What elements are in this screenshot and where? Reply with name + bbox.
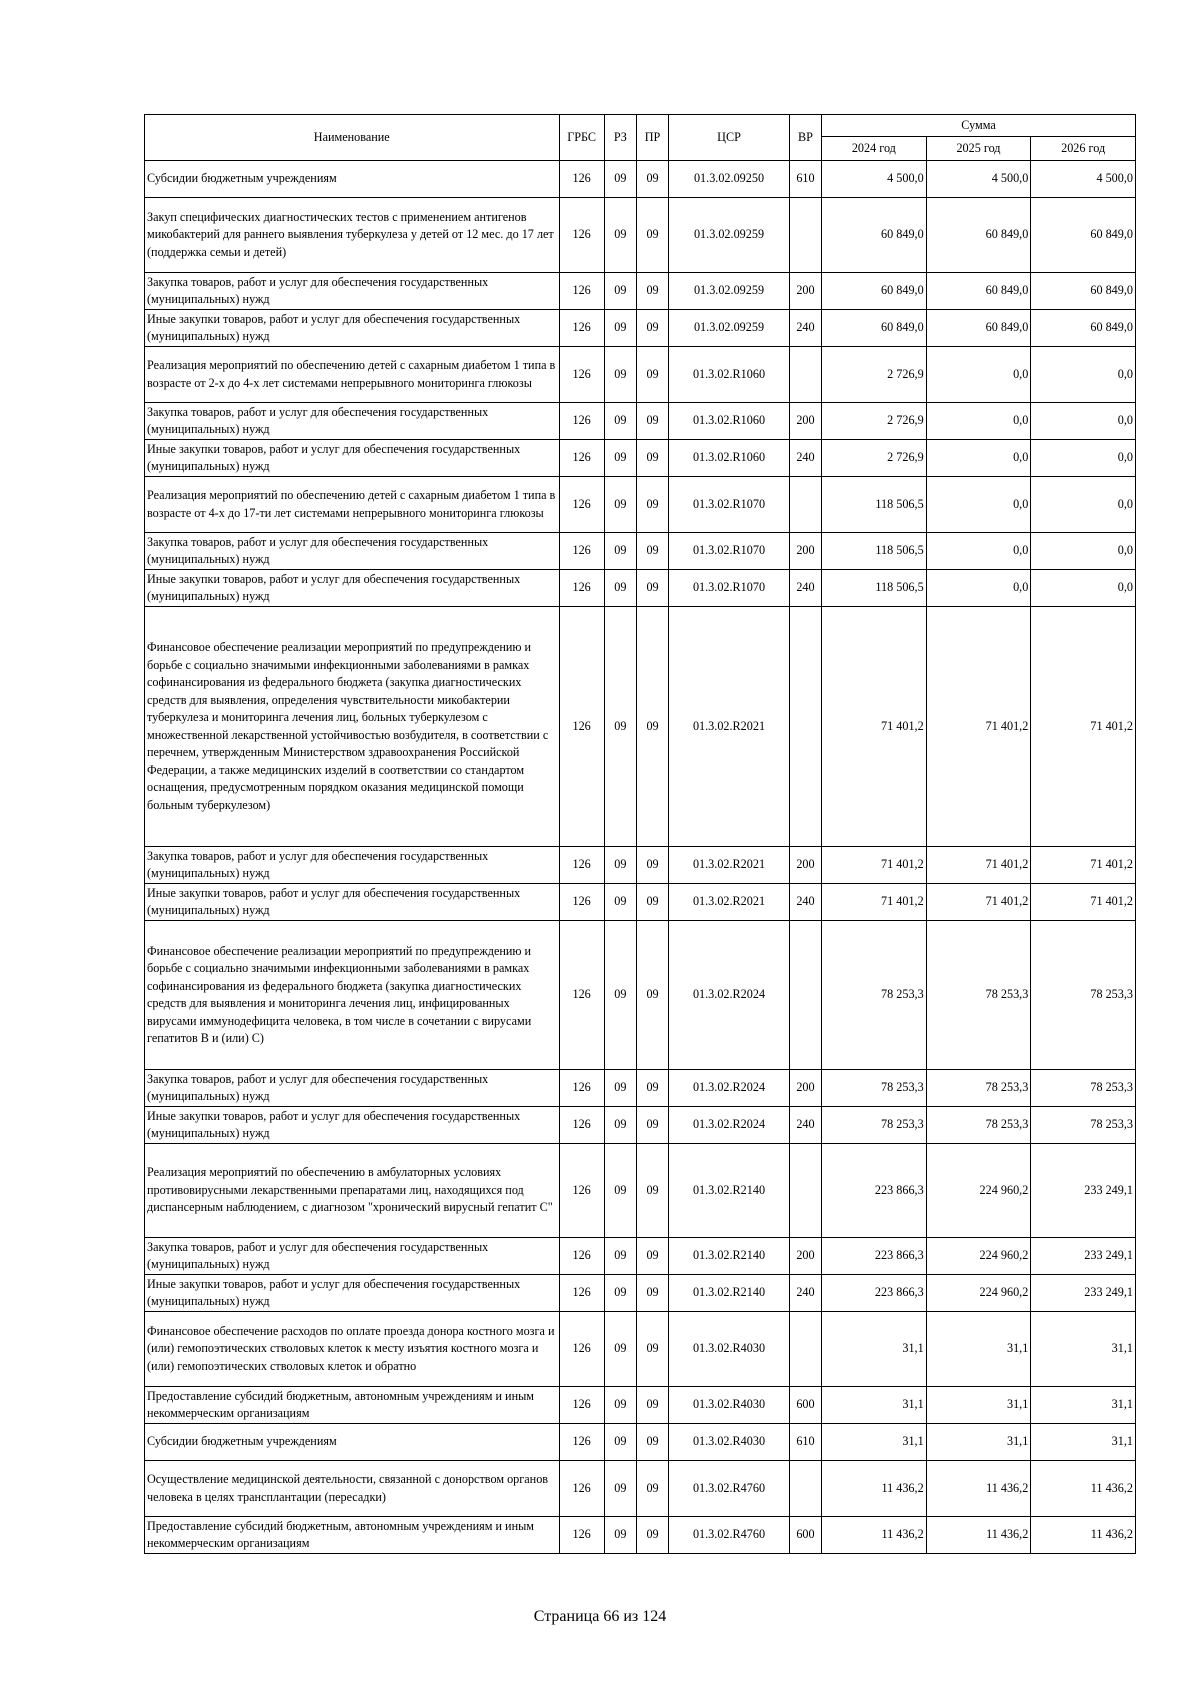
cell-y2024: 223 866,3 [822,1144,927,1238]
table-row [145,921,1136,1070]
cell-name: Закупка товаров, работ и услуг для обеспечения государственных (муниципальных) нужд [145,847,560,884]
cell-y2026: 78 253,3 [1031,1107,1136,1144]
cell-grbs: 126 [559,533,604,570]
cell-csr: 01.3.02.09259 [669,198,790,273]
cell-rz: 09 [604,1387,636,1424]
cell-y2025: 78 253,3 [926,1107,1031,1144]
cell-vr [789,347,821,403]
cell-name: Иные закупки товаров, работ и услуг для обеспечения государственных (муниципальных) нужд [145,1275,560,1312]
cell-name: Реализация мероприятий по обеспечению детей с сахарным диабетом 1 типа в возрасте от 4-х до 17-ти лет системами непрерывного мониторинга глюкозы [145,477,560,533]
table-row [145,533,1136,570]
cell-y2025: 71 401,2 [926,607,1031,847]
cell-y2025: 78 253,3 [926,921,1031,1070]
cell-grbs: 126 [559,921,604,1070]
cell-y2024: 71 401,2 [822,607,927,847]
cell-y2025: 60 849,0 [926,310,1031,347]
cell-y2024: 2 726,9 [822,403,927,440]
cell-pr: 09 [636,1424,668,1461]
cell-vr [789,921,821,1070]
cell-csr: 01.3.02.R2024 [669,1107,790,1144]
table-row [145,161,1136,198]
cell-csr: 01.3.02.R4030 [669,1312,790,1387]
table-row [145,884,1136,921]
cell-vr: 610 [789,161,821,198]
cell-rz: 09 [604,921,636,1070]
cell-pr: 09 [636,607,668,847]
cell-grbs: 126 [559,310,604,347]
cell-pr: 09 [636,403,668,440]
cell-csr: 01.3.02.R1060 [669,440,790,477]
cell-pr: 09 [636,347,668,403]
cell-rz: 09 [604,884,636,921]
cell-rz: 09 [604,1238,636,1275]
cell-y2026: 11 436,2 [1031,1517,1136,1554]
cell-pr: 09 [636,273,668,310]
header-grbs: ГРБС [559,115,604,161]
cell-rz: 09 [604,347,636,403]
cell-name: Субсидии бюджетным учреждениям [145,1424,560,1461]
cell-csr: 01.3.02.R2024 [669,1070,790,1107]
cell-name: Закупка товаров, работ и услуг для обеспечения государственных (муниципальных) нужд [145,533,560,570]
cell-vr: 600 [789,1387,821,1424]
cell-grbs: 126 [559,1275,604,1312]
cell-y2025: 0,0 [926,533,1031,570]
cell-name: Закупка товаров, работ и услуг для обеспечения государственных (муниципальных) нужд [145,1238,560,1275]
table-row [145,1070,1136,1107]
cell-vr: 240 [789,570,821,607]
header-year-2024: 2024 год [822,137,927,161]
cell-y2025: 4 500,0 [926,161,1031,198]
cell-rz: 09 [604,403,636,440]
cell-pr: 09 [636,1070,668,1107]
cell-name: Осуществление медицинской деятельности, связанной с донорством органов человека в целях трансплантации (пересадки) [145,1461,560,1517]
cell-csr: 01.3.02.R4760 [669,1517,790,1554]
cell-vr: 240 [789,310,821,347]
cell-y2025: 11 436,2 [926,1461,1031,1517]
cell-csr: 01.3.02.R1070 [669,533,790,570]
cell-rz: 09 [604,1070,636,1107]
cell-y2025: 224 960,2 [926,1238,1031,1275]
cell-csr: 01.3.02.R1060 [669,403,790,440]
cell-pr: 09 [636,884,668,921]
cell-y2025: 31,1 [926,1312,1031,1387]
cell-vr: 200 [789,847,821,884]
cell-y2024: 31,1 [822,1312,927,1387]
cell-pr: 09 [636,1312,668,1387]
cell-grbs: 126 [559,1387,604,1424]
cell-y2024: 60 849,0 [822,198,927,273]
cell-y2026: 0,0 [1031,477,1136,533]
cell-y2024: 31,1 [822,1424,927,1461]
cell-rz: 09 [604,273,636,310]
cell-grbs: 126 [559,1070,604,1107]
cell-csr: 01.3.02.R2024 [669,921,790,1070]
cell-vr: 240 [789,884,821,921]
cell-csr: 01.3.02.R2021 [669,847,790,884]
cell-y2026: 31,1 [1031,1424,1136,1461]
cell-name: Закупка товаров, работ и услуг для обеспечения государственных (муниципальных) нужд [145,403,560,440]
table-row [145,1107,1136,1144]
cell-y2024: 118 506,5 [822,570,927,607]
cell-rz: 09 [604,1107,636,1144]
cell-y2026: 71 401,2 [1031,847,1136,884]
cell-y2025: 0,0 [926,403,1031,440]
header-rz: РЗ [604,115,636,161]
cell-vr: 200 [789,1070,821,1107]
table-header [145,115,1136,161]
cell-pr: 09 [636,1238,668,1275]
cell-y2025: 0,0 [926,477,1031,533]
cell-name: Иные закупки товаров, работ и услуг для обеспечения государственных (муниципальных) нужд [145,440,560,477]
cell-rz: 09 [604,477,636,533]
cell-vr [789,1144,821,1238]
cell-y2025: 60 849,0 [926,273,1031,310]
cell-y2026: 4 500,0 [1031,161,1136,198]
cell-y2024: 11 436,2 [822,1517,927,1554]
table-row [145,607,1136,847]
cell-grbs: 126 [559,1461,604,1517]
cell-vr [789,198,821,273]
cell-grbs: 126 [559,1238,604,1275]
cell-csr: 01.3.02.R1070 [669,477,790,533]
cell-pr: 09 [636,847,668,884]
cell-pr: 09 [636,1107,668,1144]
table-row [145,1312,1136,1387]
table-row [145,1517,1136,1554]
cell-pr: 09 [636,921,668,1070]
cell-vr: 200 [789,273,821,310]
cell-rz: 09 [604,533,636,570]
table-row [145,347,1136,403]
cell-y2024: 71 401,2 [822,847,927,884]
cell-vr: 200 [789,1238,821,1275]
cell-pr: 09 [636,161,668,198]
cell-y2026: 0,0 [1031,570,1136,607]
cell-grbs: 126 [559,847,604,884]
cell-csr: 01.3.02.09259 [669,310,790,347]
cell-vr: 610 [789,1424,821,1461]
cell-name: Субсидии бюджетным учреждениям [145,161,560,198]
cell-rz: 09 [604,310,636,347]
cell-y2025: 0,0 [926,570,1031,607]
cell-y2026: 11 436,2 [1031,1461,1136,1517]
cell-rz: 09 [604,161,636,198]
cell-rz: 09 [604,1312,636,1387]
cell-y2024: 78 253,3 [822,1070,927,1107]
table-row [145,570,1136,607]
header-year-2025: 2025 год [926,137,1031,161]
cell-vr: 240 [789,1275,821,1312]
cell-pr: 09 [636,1461,668,1517]
header-sum: Сумма [822,115,1136,137]
cell-y2024: 71 401,2 [822,884,927,921]
cell-csr: 01.3.02.R4030 [669,1387,790,1424]
cell-pr: 09 [636,1387,668,1424]
cell-csr: 01.3.02.R2140 [669,1238,790,1275]
cell-grbs: 126 [559,1144,604,1238]
cell-grbs: 126 [559,1517,604,1554]
cell-grbs: 126 [559,1312,604,1387]
cell-y2025: 0,0 [926,347,1031,403]
cell-name: Иные закупки товаров, работ и услуг для обеспечения государственных (муниципальных) нужд [145,570,560,607]
header-name: Наименование [145,115,560,161]
cell-rz: 09 [604,1275,636,1312]
cell-pr: 09 [636,570,668,607]
budget-table [144,114,1136,1554]
cell-vr: 240 [789,1107,821,1144]
cell-y2024: 118 506,5 [822,477,927,533]
table-row [145,1238,1136,1275]
table-row [145,1387,1136,1424]
cell-name: Реализация мероприятий по обеспечению детей с сахарным диабетом 1 типа в возрасте от 2-х до 4-х лет системами непрерывного мониторинга глюкозы [145,347,560,403]
cell-grbs: 126 [559,884,604,921]
cell-grbs: 126 [559,161,604,198]
cell-name: Иные закупки товаров, работ и услуг для обеспечения государственных (муниципальных) нужд [145,884,560,921]
cell-y2026: 31,1 [1031,1387,1136,1424]
table-row [145,847,1136,884]
table-row [145,1461,1136,1517]
cell-rz: 09 [604,1144,636,1238]
cell-csr: 01.3.02.09259 [669,273,790,310]
cell-vr [789,1312,821,1387]
cell-pr: 09 [636,477,668,533]
cell-grbs: 126 [559,273,604,310]
cell-rz: 09 [604,1517,636,1554]
cell-y2024: 78 253,3 [822,1107,927,1144]
cell-y2026: 0,0 [1031,533,1136,570]
cell-name: Иные закупки товаров, работ и услуг для обеспечения государственных (муниципальных) нужд [145,310,560,347]
cell-y2026: 233 249,1 [1031,1238,1136,1275]
cell-y2025: 224 960,2 [926,1144,1031,1238]
cell-csr: 01.3.02.R1070 [669,570,790,607]
cell-y2024: 78 253,3 [822,921,927,1070]
cell-vr: 600 [789,1517,821,1554]
cell-name: Реализация мероприятий по обеспечению в амбулаторных условиях противовирусными лекарственными препаратами лиц, находящихся под диспансерным наблюдением, с диагнозом "хронический вирусный гепатит C" [145,1144,560,1238]
header-csr: ЦСР [669,115,790,161]
cell-name: Закупка товаров, работ и услуг для обеспечения государственных (муниципальных) нужд [145,273,560,310]
table-body [145,161,1136,1554]
cell-name: Закуп специфических диагностических тестов с применением антигенов микобактерий для раннего выявления туберкулеза у детей от 12 мес. до 17 лет (поддержка семьи и детей) [145,198,560,273]
cell-y2025: 31,1 [926,1387,1031,1424]
cell-csr: 01.3.02.R2140 [669,1144,790,1238]
cell-grbs: 126 [559,1107,604,1144]
cell-csr: 01.3.02.R2140 [669,1275,790,1312]
cell-name: Предоставление субсидий бюджетным, автономным учреждениям и иным некоммерческим организациям [145,1387,560,1424]
table-row [145,273,1136,310]
cell-vr: 240 [789,440,821,477]
cell-y2024: 2 726,9 [822,440,927,477]
cell-y2026: 60 849,0 [1031,198,1136,273]
cell-y2026: 71 401,2 [1031,607,1136,847]
table-row [145,440,1136,477]
cell-y2026: 31,1 [1031,1312,1136,1387]
cell-pr: 09 [636,533,668,570]
cell-y2026: 0,0 [1031,347,1136,403]
cell-y2024: 2 726,9 [822,347,927,403]
cell-rz: 09 [604,607,636,847]
cell-y2025: 71 401,2 [926,884,1031,921]
cell-y2024: 4 500,0 [822,161,927,198]
cell-y2026: 78 253,3 [1031,1070,1136,1107]
cell-y2024: 223 866,3 [822,1238,927,1275]
cell-y2024: 31,1 [822,1387,927,1424]
cell-y2024: 60 849,0 [822,310,927,347]
cell-y2026: 71 401,2 [1031,884,1136,921]
table-row [145,1275,1136,1312]
cell-y2025: 31,1 [926,1424,1031,1461]
cell-csr: 01.3.02.R1060 [669,347,790,403]
cell-y2025: 60 849,0 [926,198,1031,273]
table-row [145,1144,1136,1238]
cell-y2026: 233 249,1 [1031,1275,1136,1312]
header-vr: ВР [789,115,821,161]
page-number: Страница 66 из 124 [533,1608,667,1625]
cell-name: Предоставление субсидий бюджетным, автономным учреждениям и иным некоммерческим организациям [145,1517,560,1554]
table-row [145,403,1136,440]
cell-grbs: 126 [559,477,604,533]
cell-pr: 09 [636,1275,668,1312]
cell-y2025: 0,0 [926,440,1031,477]
cell-y2026: 78 253,3 [1031,921,1136,1070]
cell-pr: 09 [636,1144,668,1238]
table-row [145,198,1136,273]
cell-rz: 09 [604,847,636,884]
cell-y2025: 71 401,2 [926,847,1031,884]
table-row [145,477,1136,533]
cell-name: Иные закупки товаров, работ и услуг для обеспечения государственных (муниципальных) нужд [145,1107,560,1144]
header-year-2026: 2026 год [1031,137,1136,161]
cell-y2026: 60 849,0 [1031,273,1136,310]
cell-y2026: 60 849,0 [1031,310,1136,347]
cell-csr: 01.3.02.R2021 [669,884,790,921]
cell-vr: 200 [789,403,821,440]
cell-vr [789,477,821,533]
cell-pr: 09 [636,198,668,273]
cell-y2025: 11 436,2 [926,1517,1031,1554]
cell-csr: 01.3.02.R4760 [669,1461,790,1517]
cell-y2026: 0,0 [1031,440,1136,477]
cell-rz: 09 [604,1461,636,1517]
cell-grbs: 126 [559,1424,604,1461]
cell-y2025: 78 253,3 [926,1070,1031,1107]
cell-rz: 09 [604,1424,636,1461]
cell-name: Финансовое обеспечение реализации мероприятий по предупреждению и борьбе с социально значимыми инфекционными заболеваниями в рамках софинансирования из федерального бюджета (закупка диагностических средств для выявления и мониторинга лечения лиц, инфицированных вирусами иммунодефицита человека, в том числе в сочетании с вирусами гепатитов B и (или) C) [145,921,560,1070]
cell-grbs: 126 [559,198,604,273]
cell-pr: 09 [636,310,668,347]
cell-grbs: 126 [559,403,604,440]
cell-pr: 09 [636,1517,668,1554]
cell-grbs: 126 [559,440,604,477]
cell-vr [789,1461,821,1517]
cell-rz: 09 [604,570,636,607]
cell-pr: 09 [636,440,668,477]
table-row [145,310,1136,347]
cell-rz: 09 [604,440,636,477]
header-pr: ПР [636,115,668,161]
cell-rz: 09 [604,198,636,273]
cell-grbs: 126 [559,347,604,403]
cell-csr: 01.3.02.R4030 [669,1424,790,1461]
cell-y2026: 0,0 [1031,403,1136,440]
cell-y2024: 11 436,2 [822,1461,927,1517]
cell-y2025: 224 960,2 [926,1275,1031,1312]
cell-y2024: 223 866,3 [822,1275,927,1312]
table-row [145,1424,1136,1461]
cell-csr: 01.3.02.R2021 [669,607,790,847]
cell-y2024: 60 849,0 [822,273,927,310]
cell-csr: 01.3.02.09250 [669,161,790,198]
cell-grbs: 126 [559,570,604,607]
cell-name: Финансовое обеспечение расходов по оплате проезда донора костного мозга и (или) гемопоэтических стволовых клеток к месту изъятия костного мозга и (или) гемопоэтических стволовых клеток и обратно [145,1312,560,1387]
cell-vr [789,607,821,847]
cell-vr: 200 [789,533,821,570]
cell-y2024: 118 506,5 [822,533,927,570]
cell-name: Закупка товаров, работ и услуг для обеспечения государственных (муниципальных) нужд [145,1070,560,1107]
cell-name: Финансовое обеспечение реализации мероприятий по предупреждению и борьбе с социально значимыми инфекционными заболеваниями в рамках софинансирования из федерального бюджета (закупка диагностических средств для выявления, определения чувствительности микобактерии туберкулеза и мониторинга лечения лиц, больных туберкулезом с множественной лекарственной устойчивостью возбудителя, в соответствии с перечнем, утвержденным Министерством здравоохранения Российской Федерации, а также медицинских изделий в соответствии со стандартом оснащения, предусмотренным порядком оказания медицинской помощи больным туберкулезом) [145,607,560,847]
cell-y2026: 233 249,1 [1031,1144,1136,1238]
cell-grbs: 126 [559,607,604,847]
